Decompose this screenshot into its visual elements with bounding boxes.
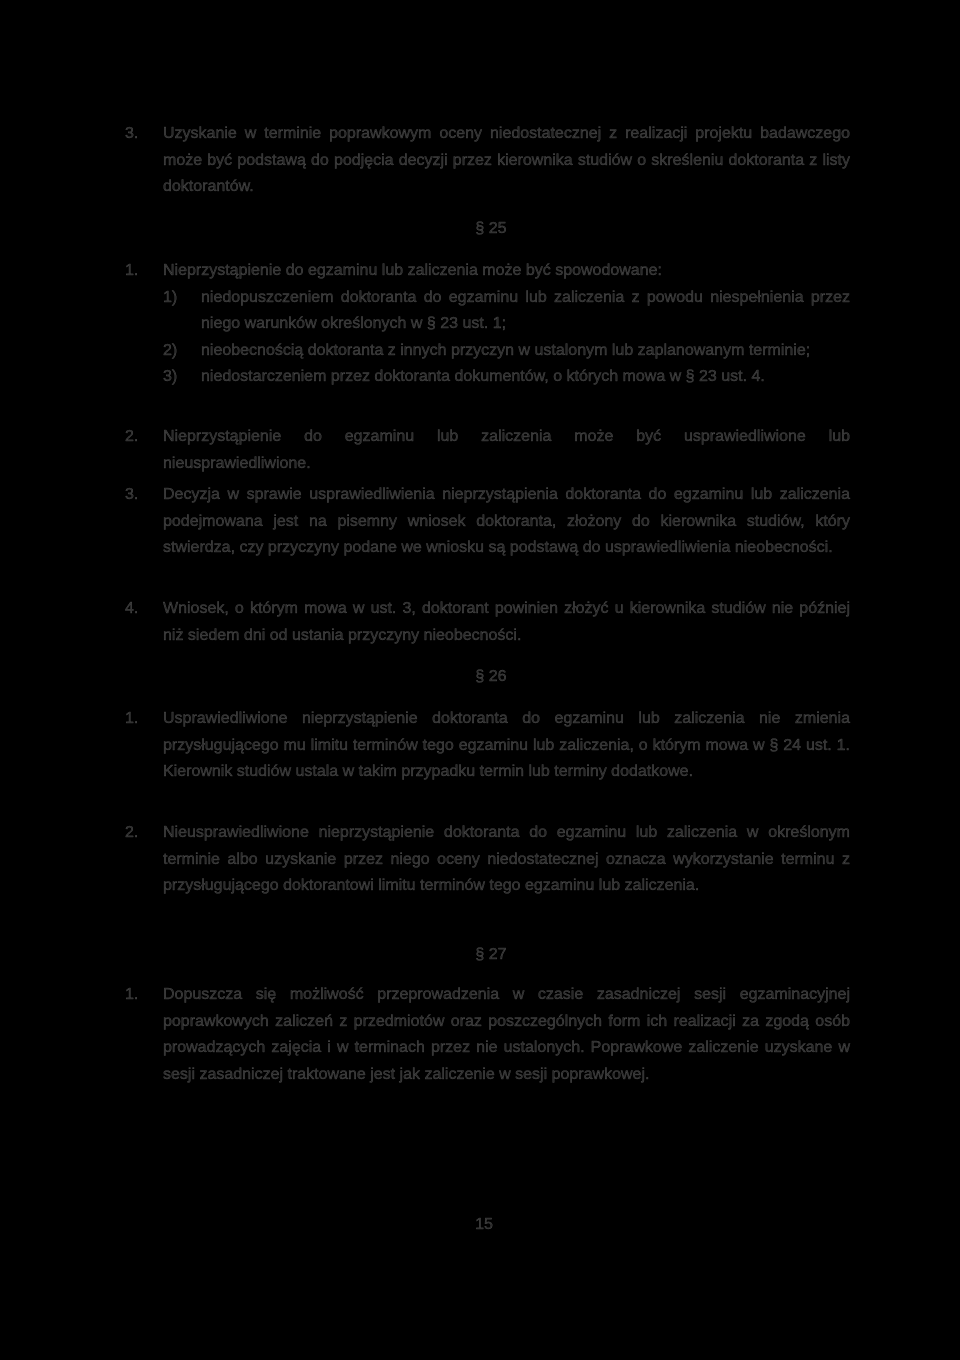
- item-number: 1.: [125, 262, 139, 279]
- paragraph-27-item-1: [125, 982, 850, 1088]
- section-title: § 27: [475, 946, 507, 963]
- item-text: Usprawiedliwione nieprzystąpienie doktoranta do egzaminu lub zaliczenia nie zmienia przysługującego mu limitu terminów tego egzaminu lub zaliczenia, o którym mowa w § 24 ust. 1. Kierownik studiów ustala w takim przypadku termin lub terminy dodatkowe.: [163, 710, 850, 780]
- item-number: 3.: [125, 486, 139, 503]
- sub-item-3: [163, 364, 850, 391]
- item-text: Uzyskanie w terminie poprawkowym oceny niedostatecznej z realizacji projektu badawczego może być podstawą do podjęcia decyzji przez kierownika studiów o skreśleniu doktoranta z listy doktorantów.: [163, 125, 850, 195]
- sub-item-number: 3): [163, 368, 178, 385]
- sub-item-number: 2): [163, 341, 178, 359]
- item-text: Dopuszcza się możliwość przeprowadzenia w czasie zasadniczej sesji egzaminacyjnej poprawkowych zaliczeń z przedmiotów oraz poszczególnych form ich realizacji za zgodą osób prowadzących zajęcia i w terminach przez nie ustalonych. Poprawkowe zaliczenie uzyskane w sesji zasadniczej traktowane jest jak zaliczenie w sesji poprawkowej.: [163, 986, 850, 1083]
- section-heading-27: [0, 942, 960, 968]
- paragraph-24-item-3: [125, 121, 850, 201]
- section-heading-26: [0, 664, 960, 690]
- sub-item-number: 1): [163, 288, 178, 306]
- item-text: Wniosek, o którym mowa w ust. 3, doktorant powinien złożyć u kierownika studiów nie później niż siedem dni od ustania przyczyny nieobecności.: [163, 600, 850, 644]
- paragraph-26-item-1: [125, 706, 850, 786]
- item-text: Nieprzystąpienie do egzaminu lub zaliczenia może być spowodowane:: [163, 262, 662, 279]
- item-number: 2.: [125, 428, 139, 445]
- section-heading-25: [0, 216, 960, 242]
- paragraph-25-item-3: [125, 482, 850, 562]
- section-title: § 25: [475, 220, 507, 237]
- item-number: 3.: [125, 125, 139, 142]
- item-number: 1.: [125, 710, 139, 727]
- section-title: § 26: [475, 668, 507, 685]
- item-number: 4.: [125, 600, 139, 617]
- item-number: 1.: [125, 986, 139, 1003]
- paragraph-25-item-1: [125, 258, 850, 391]
- sub-item-1: [163, 285, 850, 338]
- item-text: Nieusprawiedliwione nieprzystąpienie doktoranta do egzaminu lub zaliczenia w określonym terminie albo uzyskanie przez niego oceny niedostatecznej oznacza wykorzystanie terminu z przysługującego doktorantowi limitu terminów tego egzaminu lub zaliczenia.: [163, 824, 850, 894]
- sub-item-text: nieobecnością doktoranta z innych przyczyn w ustalonym lub zaplanowanym terminie;: [201, 341, 811, 359]
- page-number: 15: [475, 1216, 493, 1233]
- paragraph-25-item-4: [125, 596, 850, 649]
- item-text: Decyzja w sprawie usprawiedliwienia nieprzystąpienia doktoranta do egzaminu lub zaliczenia podejmowana jest na pisemny wniosek doktoranta, złożony do kierownika studiów, który stwierdza, czy przyczyny podane we wniosku są podstawą do usprawiedliwienia nieobecności.: [163, 486, 850, 556]
- item-text: Nieprzystąpienie do egzaminu lub zaliczenia może być usprawiedliwione lub nieusprawiedliwione.: [163, 428, 850, 472]
- item-number: 2.: [125, 824, 139, 841]
- paragraph-25-item-2: [125, 424, 850, 477]
- paragraph-26-item-2: [125, 820, 850, 900]
- sub-item-text: niedopuszczeniem doktoranta do egzaminu lub zaliczenia z powodu niespełnienia przez niego warunków określonych w § 23 ust. 1;: [201, 288, 850, 332]
- sub-item-2: [163, 338, 850, 365]
- sub-item-text: niedostarczeniem przez doktoranta dokumentów, o których mowa w § 23 ust. 4.: [201, 368, 765, 385]
